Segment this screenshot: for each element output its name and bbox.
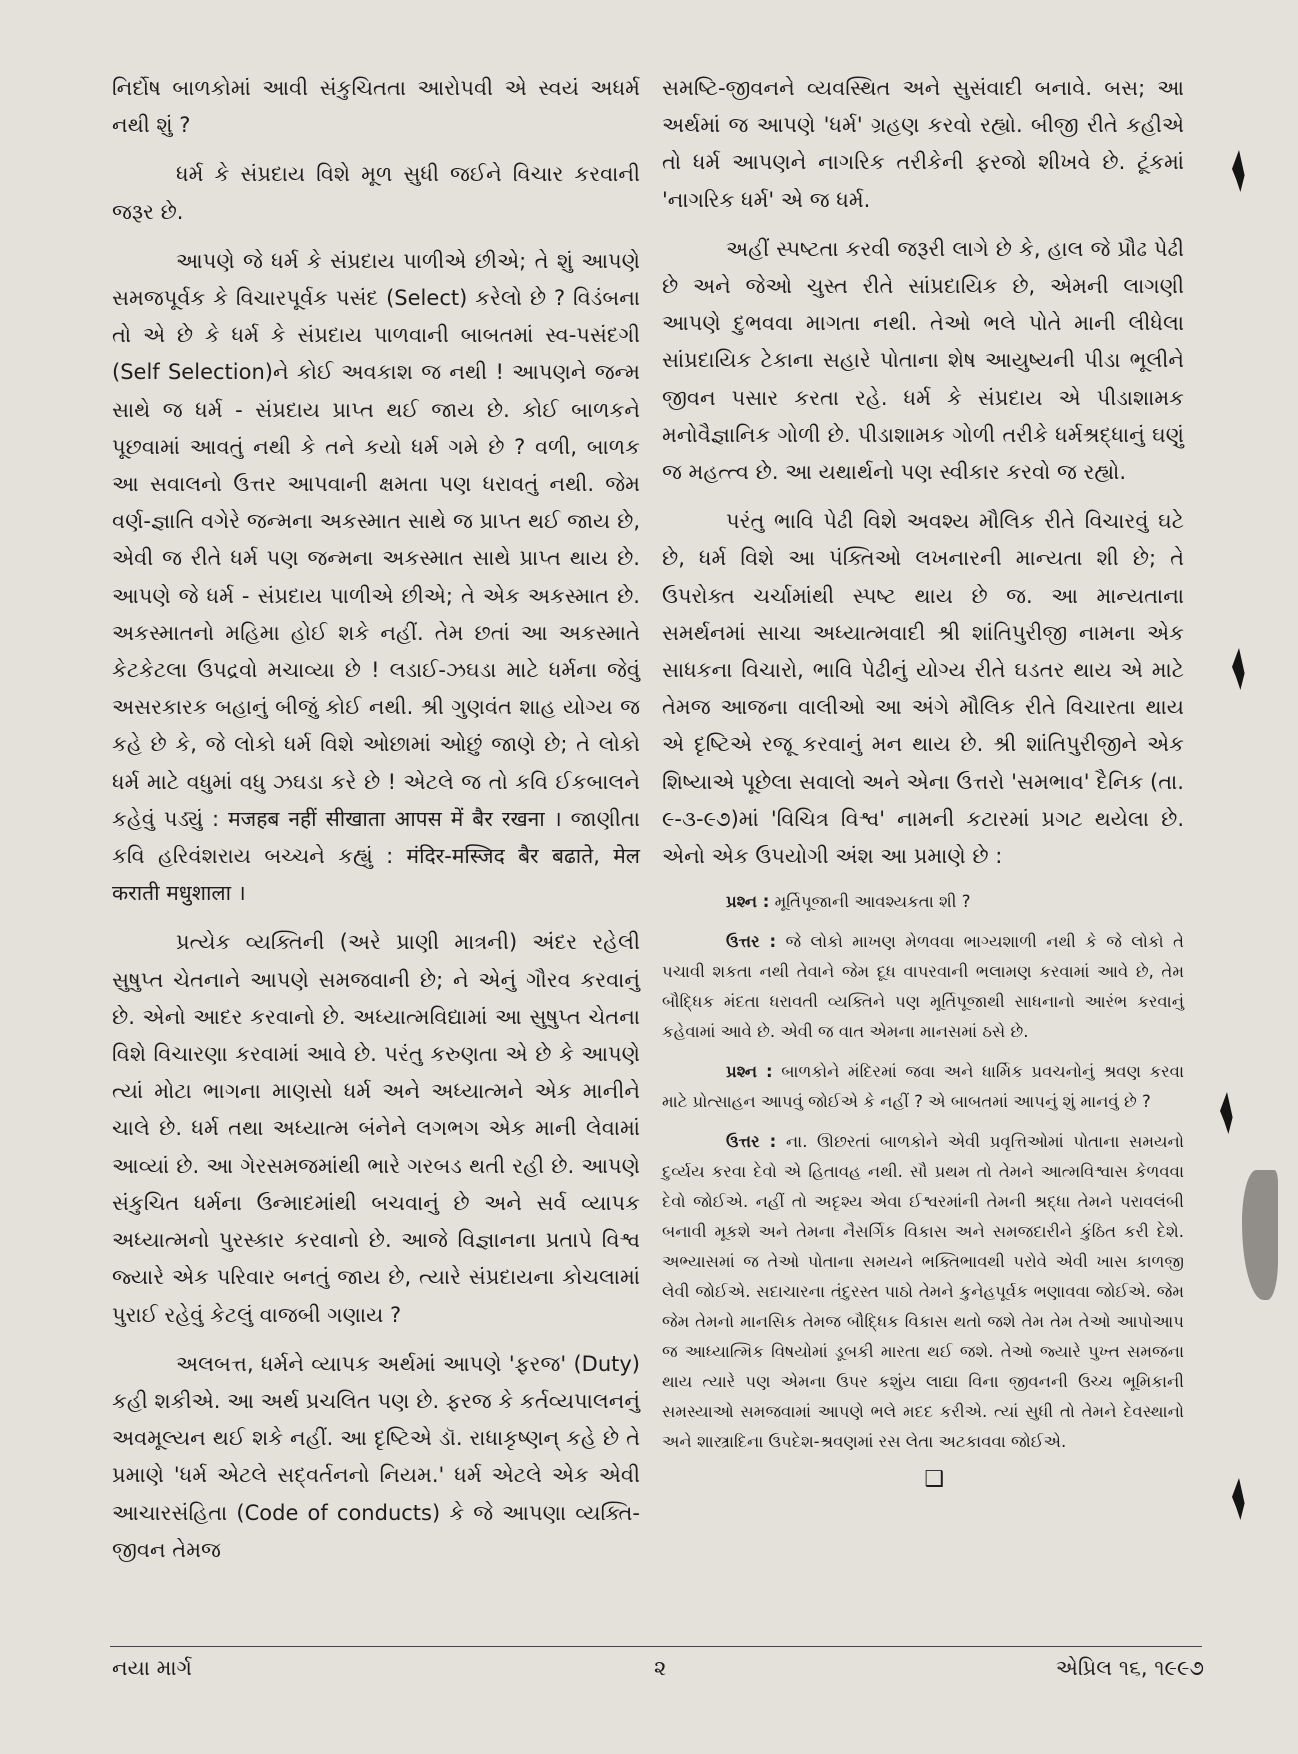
paragraph: અલબત્ત, ધર્મને વ્યાપક અર્થમાં આપણે 'ફરજ' (Duty) કહી શકીએ. આ અર્થ પ્રચલિત પણ છે. ફરજ કે કર્તવ્યપાલનનું અવમૂલ્યન થઈ શકે નહીં. આ દૃષ્ટિએ ડૉ. રાધાકૃષ્ણન્ કહે છે તે પ્રમાણે 'ધર્મ એટલે સદ્‌વર્તનનો નિયમ.' ધર્મ એટલે એક એવી આચારસંહિતા (Code of conducts) કે જે આપણા વ્યક્તિ-જીવન તેમજ — [112, 1351, 640, 1562]
qa-text: ના. ઊછરતાં બાળકોને એવી પ્રવૃત્તિઓમાં પોતાના સમયનો દુર્વ્યય કરવા દેવો એ હિતાવહ નથી. સૌ પ્રથમ તો તેમને આત્મવિશ્વાસ કેળવવા દેવો જોઈએ. નહીં તો અદૃશ્ય એવા ઈશ્વરમાંની તેમની શ્રદ્ધા તેમને પરાવલંબી બનાવી મૂકશે અને તેમના નૈસર્ગિક વિકાસ અને સમજદારીને કુંઠિત કરી દેશે. અભ્યાસમાં જ તેઓ પોતાના સમયને ભક્તિભાવથી પરોવે એવી ખાસ કાળજી લેવી જોઈએ. સદાચારના તંદુરસ્ત પાઠો તેમને કુનેહપૂર્વક ભણાવવા જોઈએ. જેમ જેમ તેમનો માનસિક તેમજ બૌદ્ધિક વિકાસ થતો જશે તેમ તેમ તેઓ આપોઆપ જ આધ્યાત્મિક વિષયોમાં ડૂબકી મારતા થઈ જશે. તેઓ જ્યારે પુખ્ત સમજના થાય ત્યારે પણ એમના ઉપર કશુંય લાદ્યા વિના જીવનની ઉચ્ચ ભૂમિકાની સમસ્યાઓ સમજવામાં આપણે ભલે મદદ કરીએ. ત્યાં સુધી તો તેમને દેવસ્થાનો અને શાસ્ત્રાદિના ઉપદેશ-શ્રવણમાં રસ લેતા અટકાવવા જોઈએ. — [662, 1132, 1184, 1452]
issue-date: એપ્રિલ ૧૬, ૧૯૯૭ — [1055, 1656, 1204, 1680]
qa-label: ઉત્તર : — [726, 1132, 777, 1152]
paper-tear-mark — [1232, 648, 1246, 690]
page-number: ૨ — [654, 1656, 667, 1680]
left-column — [112, 70, 640, 1581]
paragraph: પરંતુ ભાવિ પેઢી વિશે અવશ્ય મૌલિક રીતે વિચારવું ઘટે છે, ધર્મ વિશે આ પંક્તિઓ લખનારની માન્યતા શી છે; તે ઉપરોક્ત ચર્ચામાંથી સ્પષ્ટ થાય છે જ. આ માન્યતાના સમર્થનમાં સાચા અધ્યાત્મવાદી શ્રી શાંતિપુરીજી નામના એક સાધકના વિચારો, ભાવિ પેઢીનું યોગ્ય રીતે ઘડતર થાય એ માટે તેમજ આજના વાલીઓ આ અંગે મૌલિક રીતે વિચારતા થાય એ દૃષ્ટિએ રજૂ કરવાનું મન થાય છે. શ્રી શાંતિપુરીજીને એક શિષ્યાએ પૂછેલા સવાલો અને એના ઉત્તરો 'સમભાવ' દૈનિક (તા. ૯-૩-૯૭)માં 'વિચિત્ર વિશ્વ' નામની કટારમાં પ્રગટ થયેલા છે. એનો એક ઉપયોગી અંશ આ પ્રમાણે છે : — [662, 509, 1184, 869]
magazine-name: નયા માર્ગ — [112, 1656, 192, 1680]
footer-rule — [110, 1646, 1202, 1647]
paper-tear-mark — [1232, 150, 1246, 192]
qa-label: પ્રશ્ન : — [726, 1062, 773, 1082]
qa-text: બાળકોને મંદિરમાં જવા અને ધાર્મિક પ્રવચનોનું શ્રવણ કરવા માટે પ્રોત્સાહન આપવું જોઈએ કે નહીં ? એ બાબતમાં આપનું શું માનવું છે ? — [662, 1062, 1184, 1112]
qa-question — [662, 887, 1184, 917]
paper-stain — [1242, 1170, 1278, 1300]
paragraph: નિર્દોષ બાળકોમાં આવી સંકુચિતતા આરોપવી એ સ્વયં અધર્મ નથી શું ? — [112, 76, 640, 138]
paper-tear-mark — [1220, 1092, 1234, 1134]
qa-text: મૂર્તિપૂજાની આવશ્યકતા શી ? — [774, 892, 971, 912]
right-column — [662, 70, 1184, 1492]
qa-answer — [662, 1127, 1184, 1457]
paragraph: સમષ્ટિ-જીવનને વ્યવસ્થિત અને સુસંવાદી બનાવે. બસ; આ અર્થમાં જ આપણે 'ધર્મ' ગ્રહણ કરવો રહ્યો. બીજી રીતે કહીએ તો ધર્મ આપણને નાગરિક તરીકેની ફરજો શીખવે છે. ટૂંકમાં 'નાગરિક ધર્મ' એ જ ધર્મ. — [662, 76, 1184, 212]
qa-question — [662, 1057, 1184, 1117]
qa-text: જે લોકો માખણ મેળવવા ભાગ્યશાળી નથી કે જે લોકો તે પચાવી શકતા નથી તેવાને જેમ દૂધ વાપરવાની ભલામણ કરવામાં આવે છે, તેમ બૌદ્ધિક મંદતા ધરાવતી વ્યક્તિને પણ મૂર્તિપૂજાથી સાધનાનો આરંભ કરવાનું કહેવામાં આવે છે. એવી જ વાત એમના માનસમાં ઠસે છે. — [662, 932, 1184, 1042]
paragraph: અહીં સ્પષ્ટતા કરવી જરૂરી લાગે છે કે, હાલ જે પ્રૌઢ પેઢી છે અને જેઓ ચુસ્ત રીતે સાંપ્રદાયિક છે, એમની લાગણી આપણે દુભવવા માગતા નથી. તેઓ ભલે પોતે માની લીધેલા સાંપ્રદાયિક ટેકાના સહારે પોતાના શેષ આયુષ્યની પીડા ભૂલીને જીવન પસાર કરતા રહે. ધર્મ કે સંપ્રદાય એ પીડાશામક મનોવૈજ્ઞાનિક ગોળી છે. પીડાશામક ગોળી તરીકે ધર્મશ્રદ્ધાનું ઘણું જ મહત્ત્વ છે. આ યથાર્થનો પણ સ્વીકાર કરવો જ રહ્યો. — [662, 236, 1184, 485]
end-of-article-icon: ❑ — [924, 1467, 944, 1493]
qa-label: પ્રશ્ન : — [726, 892, 770, 912]
qa-label: ઉત્તર : — [726, 932, 777, 952]
qa-answer — [662, 927, 1184, 1047]
paragraph: ધર્મ કે સંપ્રદાય વિશે મૂળ સુધી જઈને વિચાર કરવાની જરૂર છે. — [112, 162, 640, 224]
paper-tear-mark — [1232, 1478, 1246, 1520]
paragraph: આપણે જે ધર્મ કે સંપ્રદાય પાળીએ છીએ; તે શું આપણે સમજપૂર્વક કે વિચારપૂર્વક પસંદ (Select) કરેલો છે ? વિડંબના તો એ છે કે ધર્મ કે સંપ્રદાય પાળવાની બાબતમાં સ્વ-પસંદગી (Self Selection)ને કોઈ અવકાશ જ નથી ! આપણને જન્મ સાથે જ ધર્મ - સંપ્રદાય પ્રાપ્ત થઈ જાય છે. કોઈ બાળકને પૂછવામાં આવતું નથી કે તને કયો ધર્મ ગમે છે ? વળી, બાળક આ સવાલનો ઉત્તર આપવાની ક્ષમતા પણ ધરાવતું નથી. જેમ વર્ણ-જ્ઞાતિ વગેરે જન્મના અકસ્માત સાથે જ પ્રાપ્ત થઈ જાય છે, એવી જ રીતે ધર્મ પણ જન્મના અકસ્માત સાથે પ્રાપ્ત થાય છે. આપણે જે ધર્મ - સંપ્રદાય પાળીએ છીએ; તે એક અકસ્માત છે. અકસ્માતનો મહિમા હોઈ શકે નહીં. તેમ છતાં આ અકસ્માતે કેટકેટલા ઉપદ્રવો મચાવ્યા છે ! લડાઈ-ઝઘડા માટે ધર્મના જેવું અસરકારક બહાનું બીજું કોઈ નથી. શ્રી ગુણવંત શાહ યોગ્ય જ કહે છે કે, જે લોકો ધર્મ વિશે ઓછામાં ઓછું જાણે છે; તે લોકો ધર્મ માટે વધુમાં વધુ ઝઘડા કરે છે ! એટલે જ તો કવિ ઈકબાલને કહેવું પડ્યું : मजहब नहीं सीखाता आपस में बैर रखना । જાણીતા કવિ હરિવંશરાય બચ્ચને કહ્યું : मंदिर-मस्जिद बैर बढाते, मेल कराती मधुशाला । — [112, 248, 640, 906]
paragraph: પ્રત્યેક વ્યક્તિની (અરે પ્રાણી માત્રની) અંદર રહેલી સુષુપ્ત ચેતનાને આપણે સમજવાની છે; ને એનું ગૌરવ કરવાનું છે. એનો આદર કરવાનો છે. અધ્યાત્મવિદ્યામાં આ સુષુપ્ત ચેતના વિશે વિચારણા કરવામાં આવે છે. પરંતુ કરુણતા એ છે કે આપણે ત્યાં મોટા ભાગના માણસો ધર્મ અને અધ્યાત્મને એક માનીને ચાલે છે. ધર્મ તથા અધ્યાત્મ બંનેને લગભગ એક માની લેવામાં આવ્યાં છે. આ ગેરસમજમાંથી ભારે ગરબડ થતી રહી છે. આપણે સંકુચિત ધર્મના ઉન્માદમાંથી બચવાનું છે અને સર્વ વ્યાપક અધ્યાત્મનો પુરસ્કાર કરવાનો છે. આજે વિજ્ઞાનના પ્રતાપે વિશ્વ જ્યારે એક પરિવાર બનતું જાય છે, ત્યારે સંપ્રદાયના કોચલામાં પુરાઈ રહેવું કેટલું વાજબી ગણાય ? — [112, 930, 640, 1327]
